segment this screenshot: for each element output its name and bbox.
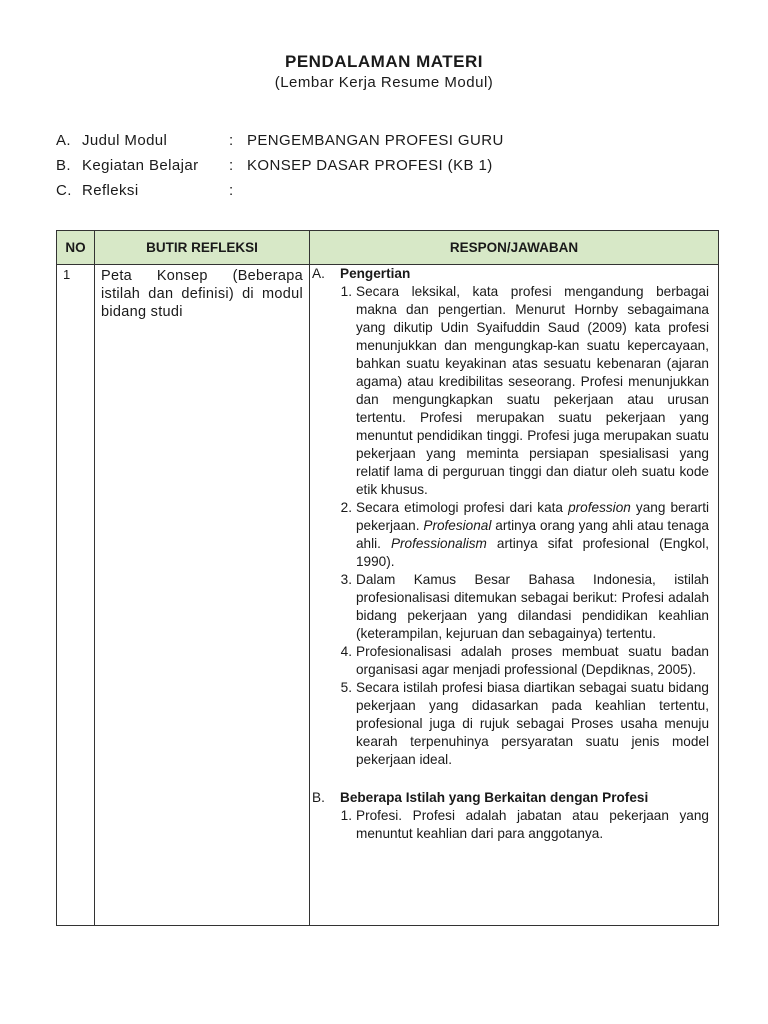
list-item	[310, 499, 718, 571]
butir-refleksi-text: Peta Konsep (Beberapa istilah dan definisi) di modul bidang studi	[95, 265, 310, 926]
meta-letter: B.	[56, 157, 71, 174]
meta-row-refleksi	[56, 182, 736, 207]
text-run: Secara etimologi profesi dari kata	[356, 500, 569, 515]
respon-cell	[310, 265, 719, 926]
text-run: yang berarti pekerjaan.	[356, 500, 709, 533]
list-item	[310, 643, 718, 679]
item-text: Profesi. Profesi adalah jabatan atau pekerjaan yang menuntut keahlian dari para anggotanya.	[356, 808, 709, 841]
document-title: PENDALAMAN MATERI	[284, 52, 483, 71]
section-b-heading	[310, 789, 718, 807]
list-item	[310, 679, 718, 769]
item-number: 1.	[340, 808, 352, 823]
item-number: 4.	[340, 644, 352, 659]
meta-letter: C.	[56, 182, 72, 199]
meta-label: Kegiatan Belajar	[82, 157, 199, 174]
meta-value: PENGEMBANGAN PROFESI GURU	[247, 132, 504, 149]
table-header-row	[57, 231, 719, 265]
meta-label: Judul Modul	[82, 132, 168, 149]
meta-value: KONSEP DASAR PROFESI (KB 1)	[247, 157, 493, 174]
list-item	[310, 283, 718, 499]
list-item	[310, 807, 718, 843]
meta-colon: :	[229, 157, 234, 174]
meta-label: Refleksi	[82, 182, 139, 199]
module-info	[56, 132, 736, 207]
meta-row-judul-modul	[56, 132, 736, 157]
row-number: 1	[57, 265, 95, 926]
item-number: 5.	[340, 680, 352, 695]
meta-colon: :	[229, 182, 234, 199]
section-letter: B.	[312, 790, 325, 805]
italic-term: Profesional	[423, 518, 492, 533]
section-title: Pengertian	[340, 266, 411, 281]
section-a-heading	[310, 265, 718, 283]
item-number: 1.	[340, 284, 352, 299]
item-number: 3.	[340, 572, 352, 587]
item-text: Secara leksikal, kata profesi mengandung berbagai makna dan pengertian. Menurut Hornby sebagaimana yang dikutip Udin Syaifuddin Saud (2009) kata profesi menunjukkan dan mengungkap-kan suatu kepercayaan, bahkan suatu keyakinan atas sesuatu kebenaran (ajaran agama) atau kredibilitas seseorang. Profesi menunjukkan dan mengungkapkan suatu pekerjaan atau urusan tertentu. Profesi merupakan suatu pekerjaan yang menuntut pendidikan tinggi. Profesi juga merupakan suatu pekerjaan yang meminta persiapan spesialisasi yang relatif lama di perguruan tinggi dan diatur oleh suatu kode etik khusus.	[356, 284, 709, 497]
section-a-list	[310, 283, 718, 769]
meta-row-kegiatan-belajar	[56, 157, 736, 182]
section-spacer	[310, 769, 718, 789]
table-row	[57, 265, 719, 926]
header-respon-jawaban: RESPON/JAWABAN	[310, 231, 719, 265]
section-title: Beberapa Istilah yang Berkaitan dengan Profesi	[340, 790, 649, 805]
text-run: artinya sifat profesional (Engkol, 1990).	[356, 536, 709, 569]
header-butir-refleksi: BUTIR REFLEKSI	[95, 231, 310, 265]
item-text: Profesionalisasi adalah proses membuat suatu badan organisasi agar menjadi professional (Depdiknas, 2005).	[356, 644, 709, 677]
item-number: 2.	[340, 500, 352, 515]
list-item	[310, 571, 718, 643]
italic-term: profession	[568, 500, 631, 515]
item-text: Dalam Kamus Besar Bahasa Indonesia, istilah profesionalisasi ditemukan sebagai berikut: Profesi adalah bidang pekerjaan yang dilandasi pendidikan keahlian (keterampilan, kejuruan dan sebagainya) tertentu.	[356, 572, 709, 641]
meta-colon: :	[229, 132, 234, 149]
section-b-list	[310, 807, 718, 843]
italic-term: Professionalism	[390, 536, 487, 551]
item-text: Secara istilah profesi biasa diartikan sebagai suatu bidang pekerjaan yang didasarkan pada keahlian tertentu, profesional juga di rujuk sebagai Proses usaha menuju kearah terpenuhinya persyaratan suatu jenis model pekerjaan ideal.	[356, 680, 709, 767]
section-letter: A.	[312, 266, 325, 281]
text-run: artinya orang yang ahli atau tenaga ahli.	[356, 518, 709, 551]
reflection-table	[56, 230, 719, 926]
document-subtitle: (Lembar Kerja Resume Modul)	[274, 74, 494, 91]
item-text	[356, 499, 709, 571]
meta-letter: A.	[56, 132, 71, 149]
header-no: NO	[57, 231, 95, 265]
meta-value	[247, 182, 736, 207]
